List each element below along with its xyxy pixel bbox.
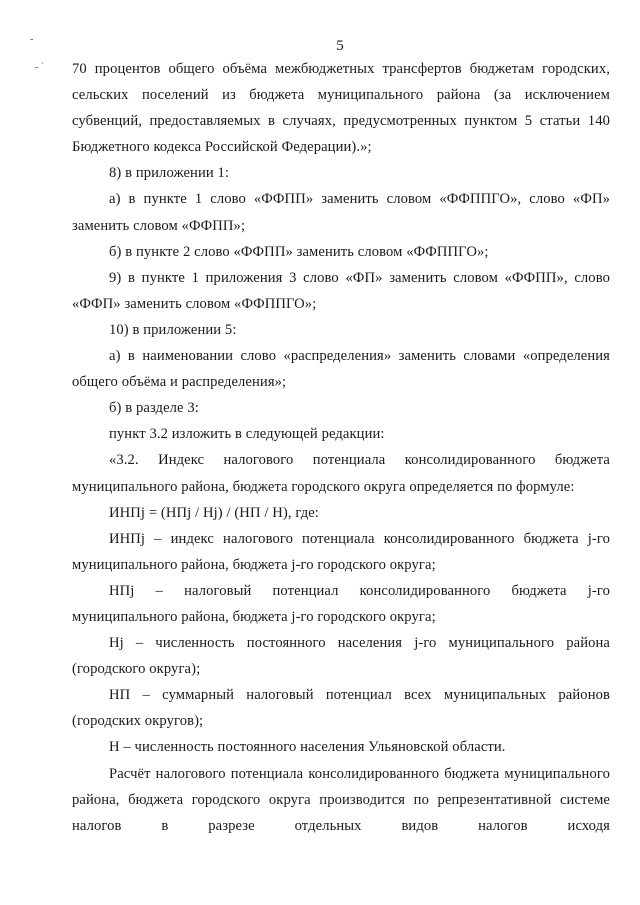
definition-npj: НПj – налоговый потенциал консолидированного бюджета j-го муниципального района, бюджета j-го городского округа; <box>72 582 610 625</box>
paragraph-item-8a: а) в пункте 1 слово «ФФПП» заменить словом «ФФППГО», слово «ФП» заменить словом «ФФПП»; <box>72 191 610 234</box>
paragraph-point-3-2-intro: пункт 3.2 изложить в следующей редакции: <box>109 426 385 443</box>
paragraph-item-10: 10) в приложении 5: <box>109 321 237 338</box>
paragraph-item-9: 9) в пункте 1 приложения 3 слово «ФП» заменить словом «ФФПП», слово «ФФП» заменить словом «ФФППГО»; <box>72 269 610 312</box>
paragraph-item-8b: б) в пункте 2 слово «ФФПП» заменить словом «ФФППГО»; <box>109 243 489 260</box>
scan-mark: - ˊ <box>35 62 45 73</box>
scan-mark: - <box>30 34 34 45</box>
formula: ИНПj = (НПj / Нj) / (НП / Н), где: <box>109 504 319 521</box>
paragraph-item-10a: а) в наименовании слово «распределения» заменить словами «определения общего объёма и распределения»; <box>72 348 610 391</box>
paragraph-continuation: 70 процентов общего объёма межбюджетных трансфертов бюджетам городских, сельских поселений из бюджета муниципального района (за исключением субвенций, предоставляемых в случаях, предусмотренных пунктом 5 статьи 140 Бюджетного кодекса Российской Федерации).»; <box>72 61 610 156</box>
definition-inpj: ИНПj – индекс налогового потенциала консолидированного бюджета j-го муниципального района, бюджета j-го городского округа; <box>72 530 610 573</box>
paragraph-item-8: 8) в приложении 1: <box>109 165 230 182</box>
definition-nj: Нj – численность постоянного населения j-го муниципального района (городского округа); <box>72 635 610 678</box>
document-body <box>72 56 610 839</box>
paragraph-point-3-2: «3.2. Индекс налогового потенциала консолидированного бюджета муниципального района, бюджета городского округа определяется по формуле: <box>72 452 610 495</box>
paragraph-item-10b: б) в разделе 3: <box>109 400 199 417</box>
page-number: 5 <box>336 38 344 54</box>
definition-np: НП – суммарный налоговый потенциал всех муниципальных районов (городских округов); <box>72 687 610 730</box>
paragraph-calculation: Расчёт налогового потенциала консолидированного бюджета муниципального района, бюджета городского округа производится по репрезентативной системе налогов в разрезе отдельных видов налогов исходя <box>72 765 610 834</box>
definition-n: Н – численность постоянного населения Ульяновской области. <box>109 739 506 756</box>
